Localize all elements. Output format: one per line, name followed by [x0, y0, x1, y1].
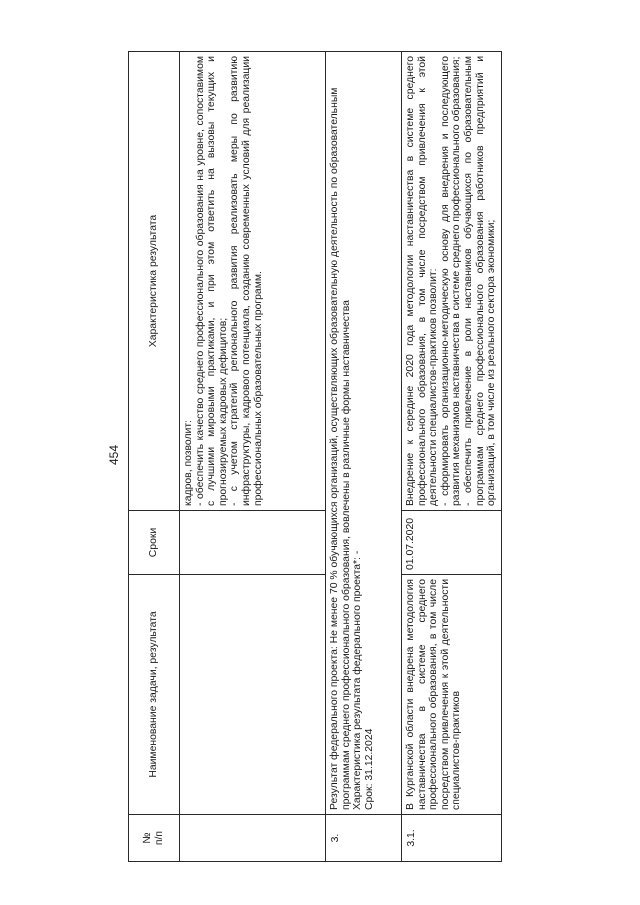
cont-name-cell	[180, 575, 326, 815]
table-header-row	[129, 52, 180, 862]
page-number	[102, 440, 126, 470]
row31-result-line: Внедрение к середине 2020 года методологии наставничества в системе среднего профессионального образования, в том числе посредством привлечения к этой деятельности специалистов-практиков позволит:	[405, 56, 440, 506]
row31-term: 01.07.2020	[402, 511, 502, 575]
row31-name: В Курганской области внедрена методология наставничества в системе среднего профессионального образования, в том числе посредством привлечения к этой деятельности специалистов-практиков	[402, 575, 502, 815]
cont-result-line: кадров, позволит:	[183, 420, 194, 506]
table-row-3	[326, 52, 402, 862]
header-result: Характеристика результата	[129, 52, 180, 511]
header-num: № п/п	[129, 815, 180, 862]
federal-project-table	[128, 51, 502, 862]
cont-term-cell	[180, 511, 326, 575]
cont-num-cell	[180, 815, 326, 862]
header-name: Наименование задачи, результата	[129, 575, 180, 815]
row31-num: 3.1.	[402, 815, 502, 862]
rotated-table-container	[128, 52, 598, 862]
header-term: Сроки	[129, 511, 180, 575]
page-number-text: 454	[107, 444, 121, 466]
row31-result	[402, 52, 502, 511]
cont-result-bullet: - с учетом стратегий регионального развития реализовать меры по развитию инфраструктуры, кадрового потенциала, созданию современных условий для реализации профессиональных образовательных программ.	[229, 56, 264, 506]
row3-result-text: Результат федерального проекта: Не менее 70 % обучающихся организаций, осуществляющих образовательную деятельность по образовательным программам среднего профессионального образования, вовлечены в различные формы наставничества	[329, 87, 352, 810]
row31-result-bullet: - сформировать организационно-методическую основу для внедрения и последующего развития механизмов наставничества в системе среднего профессионального образования;	[439, 56, 463, 506]
row3-num: 3.	[326, 815, 402, 862]
cont-result-cell	[180, 52, 326, 511]
row3-deadline: Срок: 31.12.2024	[363, 728, 375, 810]
row3-characteristic: Характеристика результата федерального проекта*: -	[352, 550, 364, 810]
table-row-3-1	[402, 52, 502, 862]
row31-result-bullet: - обеспечить привлечение в роли наставников обучающихся по образовательным программам среднего профессионального образования работников предприятий и организаций, в том числе из реального сектора экономики;	[462, 56, 498, 506]
cont-result-bullet: - обеспечить качество среднего профессионального образования на уровне, сопоставимом с лучшими мировыми практиками, и при этом ответить на вызовы текущих и прогнозируемых кадровых дефицитов;	[194, 56, 229, 506]
table-row-continuation	[180, 52, 326, 862]
row3-federal-result	[326, 52, 402, 815]
